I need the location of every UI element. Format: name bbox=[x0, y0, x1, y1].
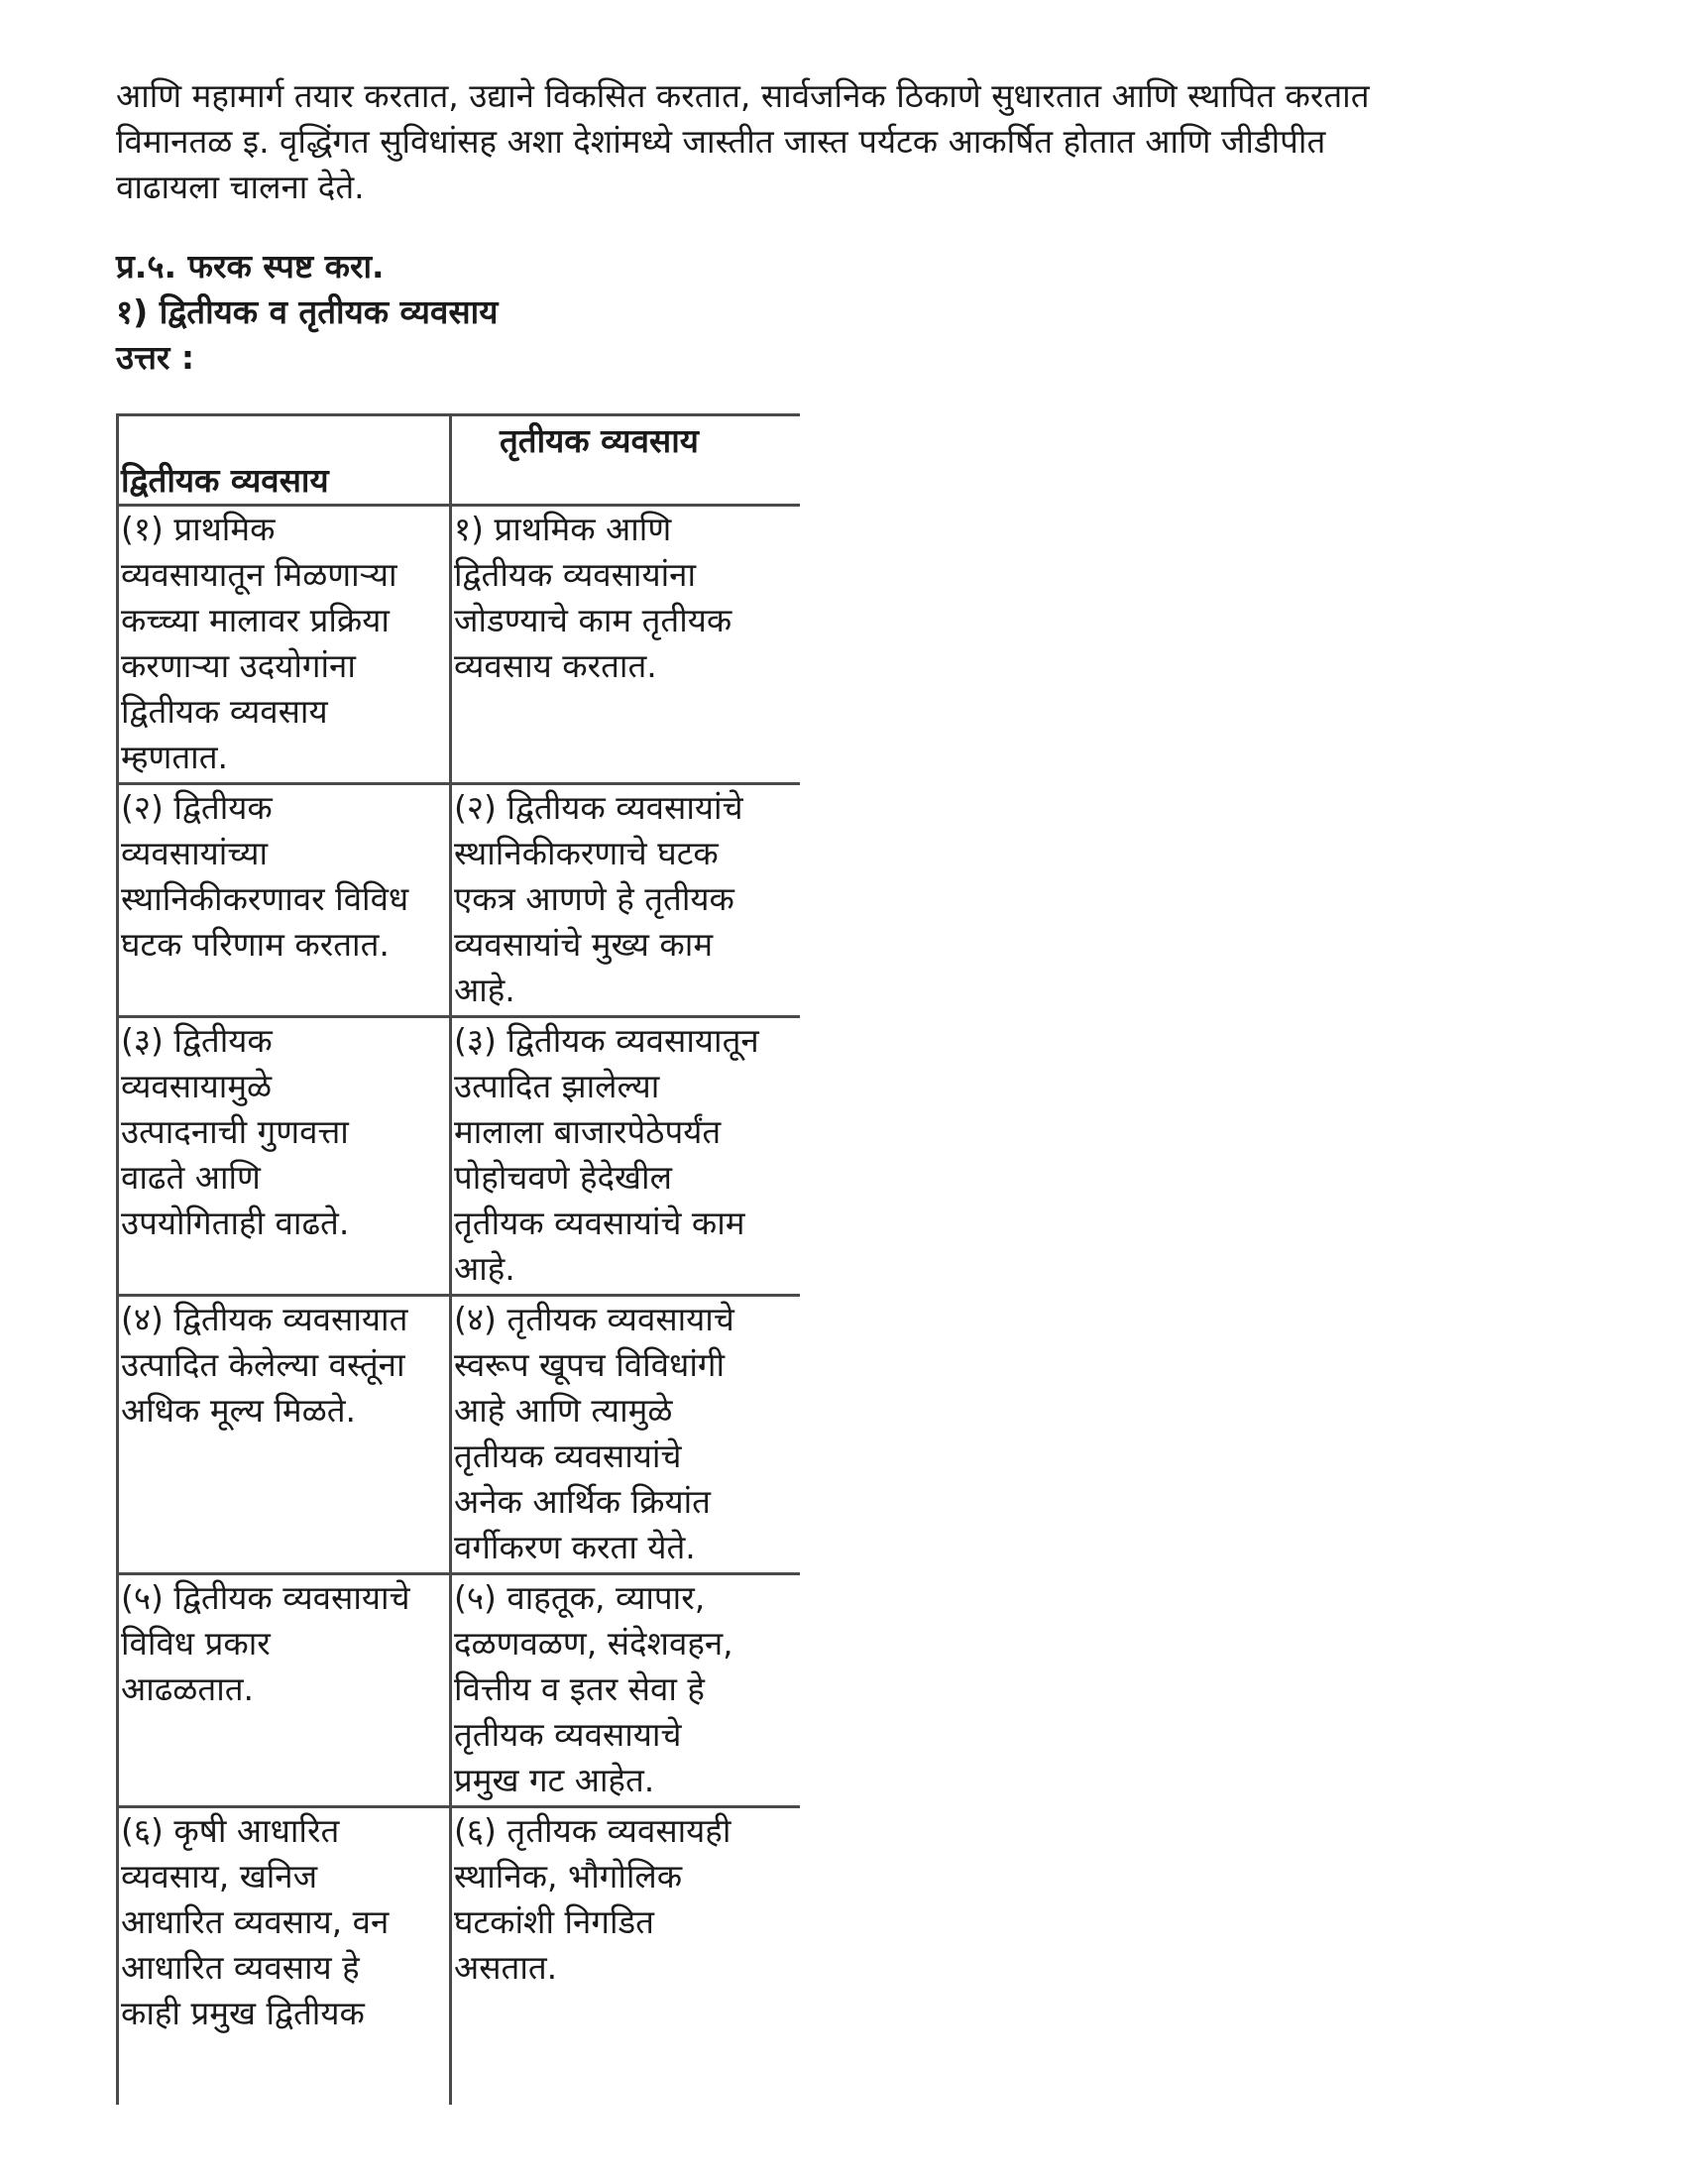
cell-line: उपयोगिताही वाढते. bbox=[121, 1204, 350, 1242]
comparison-table-wrapper bbox=[116, 413, 800, 2105]
cell-line: (२) द्वितीयक व्यवसायांचे bbox=[454, 788, 743, 827]
cell-line: (२) द्वितीयक bbox=[121, 788, 273, 827]
question-title: प्र.५. फरक स्पष्ट करा. bbox=[116, 247, 385, 286]
question-subtitle: १) द्वितीयक व तृतीयक व्यवसाय bbox=[116, 292, 499, 331]
cell-line: (५) द्वितीयक व्यवसायाचे bbox=[121, 1578, 410, 1617]
cell-line: असतात. bbox=[454, 1948, 558, 1987]
cell-line: मालाला बाजारपेठेपर्यंत bbox=[454, 1112, 722, 1151]
cell-tertiary bbox=[451, 1807, 801, 2106]
cell-line: स्थानिकीकरणाचे घटक bbox=[454, 834, 719, 872]
cell-line: व्यवसायांच्या bbox=[121, 834, 269, 872]
cell-secondary bbox=[118, 1296, 451, 1574]
cell-line: घटक परिणाम करतात. bbox=[121, 925, 390, 964]
cell-line: प्रमुख गट आहेत. bbox=[454, 1761, 655, 1799]
cell-line: तृतीयक व्यवसायांचे काम bbox=[454, 1204, 745, 1242]
cell-line: आहे. bbox=[454, 971, 515, 1009]
cell-tertiary bbox=[451, 1574, 801, 1807]
cell-line: (६) कृषी आधारित bbox=[121, 1811, 340, 1850]
cell-line: व्यवसायातून मिळणाऱ्या bbox=[121, 555, 397, 594]
cell-line: आधारित व्यवसाय, वन bbox=[121, 1902, 390, 1941]
cell-secondary bbox=[118, 1574, 451, 1807]
cell-line: घटकांशी निगडित bbox=[454, 1902, 654, 1941]
table-row bbox=[118, 784, 801, 1017]
header-tertiary: तृतीयक व्यवसाय bbox=[451, 415, 801, 506]
cell-tertiary bbox=[451, 506, 801, 784]
table-row bbox=[118, 1017, 801, 1296]
cell-line: पोहोचवणे हेदेखील bbox=[454, 1158, 672, 1197]
intro-line: वाढायला चालना देते. bbox=[116, 168, 365, 206]
cell-line: आहे. bbox=[454, 1249, 515, 1288]
cell-line: द्वितीयक व्यवसायांना bbox=[454, 555, 697, 594]
cell-secondary bbox=[118, 506, 451, 784]
cell-line: करणाऱ्या उदयोगांना bbox=[121, 646, 356, 685]
cell-line: म्हणतात. bbox=[121, 738, 229, 776]
cell-secondary bbox=[118, 1017, 451, 1296]
table-row bbox=[118, 1574, 801, 1807]
cell-line: वित्तीय व इतर सेवा हे bbox=[454, 1669, 705, 1708]
cell-line: १) प्राथमिक आणि bbox=[454, 510, 672, 548]
cell-tertiary bbox=[451, 1296, 801, 1574]
cell-line: (३) द्वितीयक व्यवसायातून bbox=[454, 1021, 759, 1060]
table-row bbox=[118, 506, 801, 784]
cell-tertiary bbox=[451, 784, 801, 1017]
table-row bbox=[118, 1807, 801, 2106]
cell-line: तृतीयक व्यवसायांचे bbox=[454, 1437, 682, 1475]
cell-line: कच्च्या मालावर प्रक्रिया bbox=[121, 601, 390, 639]
cell-tertiary bbox=[451, 1017, 801, 1296]
table-header-row bbox=[118, 415, 801, 506]
header-secondary: द्वितीयक व्यवसाय bbox=[118, 415, 451, 506]
cell-line: विविध प्रकार bbox=[121, 1624, 271, 1663]
question-heading bbox=[116, 244, 498, 381]
comparison-table bbox=[116, 413, 800, 2105]
intro-paragraph bbox=[116, 73, 1583, 210]
cell-line: (६) तृतीयक व्यवसायही bbox=[454, 1811, 731, 1850]
cell-line: अनेक आर्थिक क्रियांत bbox=[454, 1482, 711, 1521]
cell-line: व्यवसाय करतात. bbox=[454, 646, 657, 685]
cell-line: वाढते आणि bbox=[121, 1158, 261, 1197]
cell-line: (३) द्वितीयक bbox=[121, 1021, 273, 1060]
cell-secondary bbox=[118, 784, 451, 1017]
intro-line: विमानतळ इ. वृद्धिंगत सुविधांसह अशा देशांमध्ये जास्तीत जास्त पर्यटक आकर्षित होतात आणि जीडीपीत bbox=[116, 122, 1326, 161]
cell-line: एकत्र आणणे हे तृतीयक bbox=[454, 879, 734, 918]
answer-label: उत्तर : bbox=[116, 338, 195, 377]
cell-line: आढळतात. bbox=[121, 1669, 255, 1708]
cell-line: आधारित व्यवसाय हे bbox=[121, 1948, 360, 1987]
cell-secondary bbox=[118, 1807, 451, 2106]
cell-line: तृतीयक व्यवसायाचे bbox=[454, 1715, 682, 1754]
cell-line: जोडण्याचे काम तृतीयक bbox=[454, 601, 732, 639]
cell-line: स्थानिकीकरणावर विविध bbox=[121, 879, 409, 918]
cell-line: द्वितीयक व्यवसाय bbox=[121, 692, 328, 731]
cell-line: उत्पादित केलेल्या वस्तूंना bbox=[121, 1345, 405, 1384]
cell-line: काही प्रमुख द्वितीयक bbox=[121, 1994, 365, 2032]
cell-line: अधिक मूल्य मिळते. bbox=[121, 1391, 356, 1430]
cell-line: (५) वाहतूक, व्यापार, bbox=[454, 1578, 706, 1617]
cell-line: व्यवसाय, खनिज bbox=[121, 1857, 318, 1896]
cell-line: उत्पादनाची गुणवत्ता bbox=[121, 1112, 349, 1151]
cell-line: व्यवसायांचे मुख्य काम bbox=[454, 925, 714, 964]
cell-line: स्थानिक, भौगोलिक bbox=[454, 1857, 683, 1896]
cell-line: आहे आणि त्यामुळे bbox=[454, 1391, 673, 1430]
table-row bbox=[118, 1296, 801, 1574]
cell-line: (४) द्वितीयक व्यवसायात bbox=[121, 1300, 408, 1338]
cell-line: दळणवळण, संदेशवहन, bbox=[454, 1624, 733, 1663]
intro-line: आणि महामार्ग तयार करतात, उद्याने विकसित करतात, सार्वजनिक ठिकाणे सुधारतात आणि स्थापित करतात bbox=[116, 76, 1370, 115]
cell-line: उत्पादित झालेल्या bbox=[454, 1067, 660, 1105]
cell-line: (४) तृतीयक व्यवसायाचे bbox=[454, 1300, 734, 1338]
cell-line: स्वरूप खूपच विविधांगी bbox=[454, 1345, 726, 1384]
cell-line: व्यवसायामुळे bbox=[121, 1067, 273, 1105]
cell-line: वर्गीकरण करता येते. bbox=[454, 1528, 696, 1566]
cell-line: (१) प्राथमिक bbox=[121, 510, 276, 548]
